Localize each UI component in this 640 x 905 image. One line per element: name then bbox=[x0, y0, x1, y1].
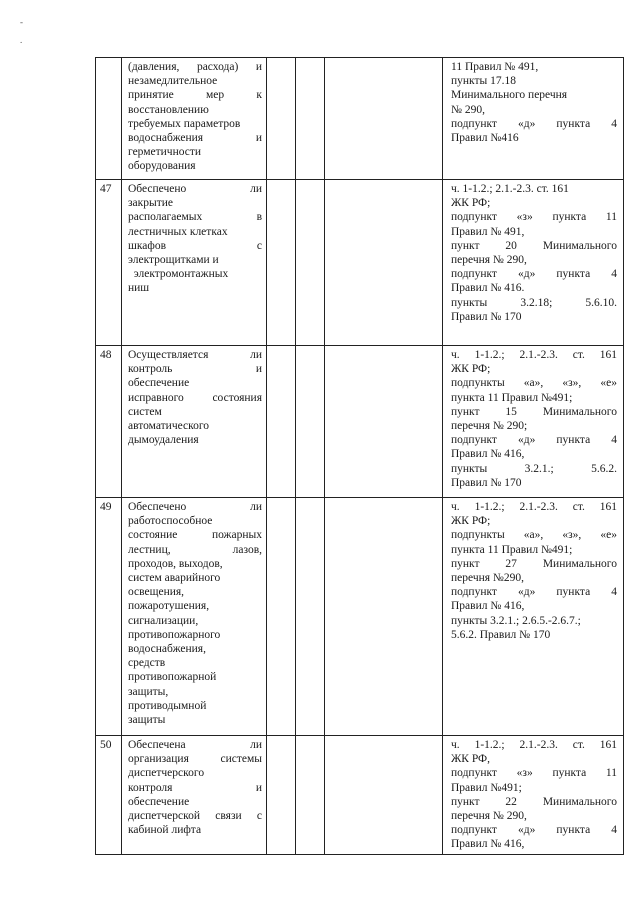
word: водоснабжения bbox=[128, 132, 204, 145]
word: подпункт bbox=[451, 268, 497, 281]
word: «з», bbox=[562, 529, 582, 542]
table-row bbox=[96, 736, 624, 855]
text-line: диспетчерского bbox=[128, 767, 205, 780]
word: «а», bbox=[523, 529, 544, 542]
word: 2.1.-2.3. bbox=[519, 501, 558, 513]
word: подпункт bbox=[451, 434, 497, 447]
text-line: перечня № 290, bbox=[451, 254, 527, 267]
yes-cell bbox=[267, 346, 296, 498]
word: «д» bbox=[518, 434, 536, 447]
table-row bbox=[96, 498, 624, 736]
text-line: Правил № 491, bbox=[451, 225, 525, 238]
word: пункта bbox=[556, 586, 591, 599]
word: 2.1.-2.3. bbox=[519, 739, 558, 751]
table-row bbox=[96, 180, 624, 346]
justified-line bbox=[451, 738, 617, 752]
row-number-cell: 50 bbox=[96, 736, 122, 855]
text-line: сигнализации, bbox=[128, 614, 199, 627]
text-line: защиты bbox=[128, 714, 166, 727]
word: ст. bbox=[572, 501, 585, 513]
word: к bbox=[256, 89, 262, 102]
word: системы bbox=[220, 753, 262, 766]
text-line: обеспечение bbox=[128, 795, 190, 808]
requirement-cell bbox=[122, 498, 267, 736]
justified-line bbox=[451, 433, 617, 447]
word: и bbox=[255, 363, 262, 376]
not-applicable-cell bbox=[325, 346, 443, 498]
text-line: проходов, выходов, bbox=[128, 557, 223, 570]
word: 4 bbox=[611, 434, 617, 447]
word: расхода) bbox=[196, 61, 239, 73]
checklist-table bbox=[95, 57, 624, 855]
word: исправного bbox=[128, 391, 184, 404]
word: лазов, bbox=[232, 543, 262, 556]
text-line: систем bbox=[128, 405, 162, 418]
justified-line bbox=[128, 182, 262, 196]
text-line: систем аварийного bbox=[128, 572, 221, 585]
word: пункт bbox=[451, 239, 480, 252]
justified-line bbox=[451, 267, 617, 281]
text-line: защиты, bbox=[128, 685, 169, 698]
text-line: перечня № 290; bbox=[451, 420, 528, 433]
justified-line bbox=[128, 528, 262, 542]
text-line: кабиной лифта bbox=[128, 824, 202, 837]
row-number-cell: 49 bbox=[96, 498, 122, 736]
text-line: Правил №491; bbox=[451, 781, 522, 794]
not-applicable-cell bbox=[325, 58, 443, 180]
text-line: Правил № 170 bbox=[451, 476, 522, 489]
word: принятие bbox=[128, 89, 174, 102]
word: располагаемых bbox=[128, 211, 203, 224]
text-line: противопожарного bbox=[128, 628, 221, 641]
text-line: ЖК РФ; bbox=[451, 515, 491, 528]
justified-line bbox=[451, 117, 617, 131]
yes-cell bbox=[267, 180, 296, 346]
text-line: противодымной bbox=[128, 699, 207, 712]
justified-line bbox=[451, 585, 617, 599]
word: Обеспечено bbox=[128, 501, 187, 513]
word: ли bbox=[250, 501, 262, 513]
word: пункта bbox=[556, 434, 591, 447]
justified-line bbox=[128, 60, 262, 74]
word: и bbox=[255, 132, 262, 145]
justified-line bbox=[451, 296, 617, 310]
text-line: работоспособное bbox=[128, 515, 213, 528]
text-line: средств bbox=[128, 657, 166, 670]
text-line: № 290, bbox=[451, 103, 485, 116]
word: 11 bbox=[605, 211, 617, 224]
margin-mark: - bbox=[20, 17, 23, 27]
word: 15 bbox=[505, 405, 517, 418]
word: 5.6.2. bbox=[591, 462, 617, 475]
no-cell bbox=[296, 498, 325, 736]
word: шкафов bbox=[128, 239, 167, 252]
legal-reference-cell bbox=[443, 498, 624, 736]
text-line: обеспечение bbox=[128, 377, 190, 390]
requirement-cell bbox=[122, 180, 267, 346]
word: пункта bbox=[556, 268, 591, 281]
word: «а», bbox=[523, 377, 544, 390]
text-line: Минимального перечня bbox=[451, 89, 568, 102]
table-row bbox=[96, 346, 624, 498]
justified-line bbox=[128, 543, 262, 557]
text-line: требуемых параметров bbox=[128, 117, 241, 130]
requirement-cell bbox=[122, 58, 267, 180]
text-line: дымоудаления bbox=[128, 434, 199, 447]
word: (давления, bbox=[128, 61, 180, 73]
word: «д» bbox=[518, 824, 536, 837]
justified-line bbox=[451, 462, 617, 476]
justified-line bbox=[128, 738, 262, 752]
not-applicable-cell bbox=[325, 498, 443, 736]
justified-line bbox=[128, 391, 262, 405]
word: ч. bbox=[451, 739, 460, 751]
legal-reference-cell bbox=[443, 736, 624, 855]
word: ч. bbox=[451, 349, 460, 361]
text-line: Правил № 416, bbox=[451, 600, 525, 613]
word: пункт bbox=[451, 405, 480, 418]
word: ч. bbox=[451, 501, 460, 513]
word: пункта bbox=[552, 211, 587, 224]
yes-cell bbox=[267, 736, 296, 855]
word: Минимального bbox=[542, 405, 617, 418]
yes-cell bbox=[267, 498, 296, 736]
word: подпункт bbox=[451, 211, 497, 224]
word: и bbox=[255, 781, 262, 794]
justified-line bbox=[128, 88, 262, 102]
text-line: Правил № 170 bbox=[451, 310, 522, 323]
text-line: ч. 1-1.2.; 2.1.-2.3. ст. 161 bbox=[451, 183, 569, 195]
word: 5.6.10. bbox=[585, 296, 617, 309]
word: 1-1.2.; bbox=[474, 501, 505, 513]
word: подпункт bbox=[451, 824, 497, 837]
text-line: перечня №290, bbox=[451, 572, 525, 585]
word: Минимального bbox=[542, 795, 617, 808]
row-number-cell bbox=[96, 58, 122, 180]
no-cell bbox=[296, 58, 325, 180]
not-applicable-cell bbox=[325, 180, 443, 346]
word: лестниц, bbox=[128, 543, 171, 556]
word: состояния bbox=[212, 391, 262, 404]
justified-line bbox=[451, 766, 617, 780]
word: Обеспечено bbox=[128, 183, 187, 195]
word: «з» bbox=[516, 211, 533, 224]
word: 4 bbox=[611, 268, 617, 281]
justified-line bbox=[128, 210, 262, 224]
word: «е» bbox=[600, 529, 617, 542]
word: подпункт bbox=[451, 586, 497, 599]
text-line: пункта 11 Правил №491; bbox=[451, 391, 573, 404]
text-line: водоснабжения, bbox=[128, 643, 206, 656]
row-number-cell: 47 bbox=[96, 180, 122, 346]
text-line: ЖК РФ; bbox=[451, 197, 491, 210]
word: с bbox=[256, 239, 262, 252]
text-line: электрощитками и bbox=[128, 254, 219, 267]
no-cell bbox=[296, 346, 325, 498]
justified-line bbox=[128, 131, 262, 145]
text-line: противопожарной bbox=[128, 671, 217, 684]
word: «д» bbox=[518, 117, 536, 130]
text-line: герметичности bbox=[128, 146, 202, 159]
word: пункты bbox=[451, 462, 488, 475]
word: «з» bbox=[516, 767, 533, 780]
word: организация bbox=[128, 753, 189, 766]
word: 1-1.2.; bbox=[474, 739, 505, 751]
word: ст. bbox=[572, 739, 585, 751]
text-line: ЖК РФ, bbox=[451, 753, 491, 766]
text-line: перечня № 290, bbox=[451, 810, 527, 823]
text-line: пункты 17.18 bbox=[451, 75, 516, 88]
word: и bbox=[255, 61, 262, 73]
text-line: закрытие bbox=[128, 197, 173, 210]
word: 161 bbox=[599, 739, 617, 751]
word: 4 bbox=[611, 586, 617, 599]
text-line: Правил №416 bbox=[451, 132, 519, 145]
word: с bbox=[256, 810, 262, 823]
word: 4 bbox=[611, 824, 617, 837]
word: пожарных bbox=[211, 529, 262, 542]
word: Минимального bbox=[542, 557, 617, 570]
word: 27 bbox=[505, 557, 517, 570]
justified-line bbox=[128, 809, 262, 823]
word: состояние bbox=[128, 529, 178, 542]
word: пункт bbox=[451, 557, 480, 570]
text-line: пожаротушения, bbox=[128, 600, 210, 613]
justified-line bbox=[451, 405, 617, 419]
word: в bbox=[256, 211, 262, 224]
text-line: 11 Правил № 491, bbox=[451, 61, 539, 73]
word: 4 bbox=[611, 117, 617, 130]
word: ст. bbox=[572, 349, 585, 361]
word: Обеспечена bbox=[128, 739, 186, 751]
word: контроля bbox=[128, 781, 173, 794]
word: пункт bbox=[451, 795, 480, 808]
text-line: ниш bbox=[128, 282, 150, 295]
word: «е» bbox=[600, 377, 617, 390]
text-line: оборудования bbox=[128, 160, 196, 173]
requirement-cell bbox=[122, 736, 267, 855]
justified-line bbox=[451, 823, 617, 837]
text-line: лестничных клетках bbox=[128, 225, 228, 238]
word: пункта bbox=[556, 824, 591, 837]
requirement-cell bbox=[122, 346, 267, 498]
word: Осуществляется bbox=[128, 349, 209, 361]
text-line: 5.6.2. Правил № 170 bbox=[451, 628, 551, 641]
word: пункта bbox=[556, 117, 591, 130]
justified-line bbox=[128, 500, 262, 514]
text-line: Правил № 416, bbox=[451, 448, 525, 461]
justified-line bbox=[451, 376, 617, 390]
text-line: незамедлительное bbox=[128, 75, 218, 88]
word: подпункты bbox=[451, 377, 505, 390]
word: «д» bbox=[518, 586, 536, 599]
word: Минимального bbox=[542, 239, 617, 252]
text-line: электромонтажных bbox=[128, 268, 229, 281]
legal-reference-cell bbox=[443, 180, 624, 346]
justified-line bbox=[128, 362, 262, 376]
text-line: ЖК РФ; bbox=[451, 363, 491, 376]
text-line: автоматического bbox=[128, 420, 210, 433]
legal-reference-cell bbox=[443, 346, 624, 498]
justified-line bbox=[451, 557, 617, 571]
table-row bbox=[96, 58, 624, 180]
word: ли bbox=[250, 739, 262, 751]
word: 161 bbox=[599, 501, 617, 513]
no-cell bbox=[296, 736, 325, 855]
margin-mark: . bbox=[20, 35, 23, 45]
word: 11 bbox=[605, 767, 617, 780]
not-applicable-cell bbox=[325, 736, 443, 855]
justified-line bbox=[451, 528, 617, 542]
text-line: восстановлению bbox=[128, 103, 209, 116]
word: подпункт bbox=[451, 767, 497, 780]
text-line: Правил № 416. bbox=[451, 282, 525, 295]
legal-reference-cell bbox=[443, 58, 624, 180]
word: связи bbox=[215, 810, 242, 823]
text-line: пункта 11 Правил №491; bbox=[451, 543, 573, 556]
word: «д» bbox=[518, 268, 536, 281]
word: 20 bbox=[505, 239, 517, 252]
word: ли bbox=[250, 349, 262, 361]
row-number-cell: 48 bbox=[96, 346, 122, 498]
no-cell bbox=[296, 180, 325, 346]
justified-line bbox=[128, 348, 262, 362]
justified-line bbox=[451, 348, 617, 362]
word: 3.2.18; bbox=[520, 296, 553, 309]
justified-line bbox=[451, 239, 617, 253]
word: «з», bbox=[562, 377, 582, 390]
word: пункты bbox=[451, 296, 488, 309]
justified-line bbox=[451, 500, 617, 514]
justified-line bbox=[451, 795, 617, 809]
word: подпункты bbox=[451, 529, 505, 542]
word: 3.2.1.; bbox=[524, 462, 554, 475]
word: ли bbox=[250, 183, 262, 195]
word: мер bbox=[206, 89, 225, 102]
word: контроль bbox=[128, 363, 173, 376]
justified-line bbox=[128, 239, 262, 253]
justified-line bbox=[128, 752, 262, 766]
word: 1-1.2.; bbox=[474, 349, 505, 361]
text-line: освещения, bbox=[128, 586, 185, 599]
text-line: пункты 3.2.1.; 2.6.5.-2.6.7.; bbox=[451, 614, 581, 627]
justified-line bbox=[128, 781, 262, 795]
word: диспетчерской bbox=[128, 810, 201, 823]
text-line: Правил № 416, bbox=[451, 838, 525, 851]
word: 161 bbox=[599, 349, 617, 361]
word: 2.1.-2.3. bbox=[519, 349, 558, 361]
yes-cell bbox=[267, 58, 296, 180]
word: 22 bbox=[505, 795, 517, 808]
word: подпункт bbox=[451, 117, 497, 130]
word: пункта bbox=[552, 767, 587, 780]
justified-line bbox=[451, 210, 617, 224]
